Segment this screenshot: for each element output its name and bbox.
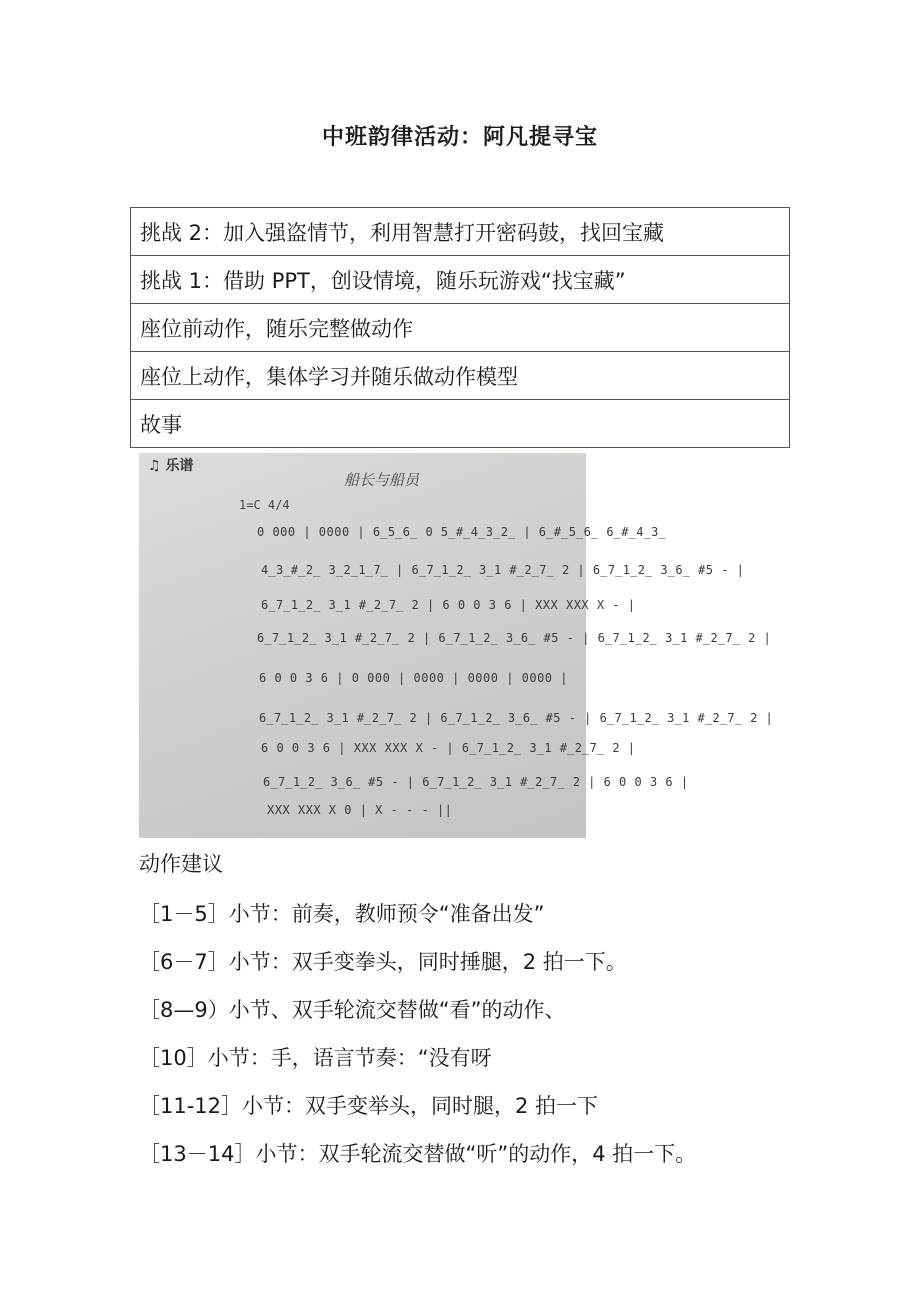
score-line: 6̲7̲1̲2̲ 3̲6̲ #5 - | 6̲7̲1̲2̲ 3̲1 #̲2̲7̲ 2 | 6 0 0 3 6 | [263,775,689,789]
action-item: ［11-12］小节：双手变举头，同时腿，2 拍一下 [139,1094,599,1118]
section-heading: 动作建议 [139,852,223,876]
score-line: 6̲7̲1̲2̲ 3̲1 #̲2̲7̲ 2 | 6̲7̲1̲2̲ 3̲6̲ #5 - | 6̲7̲1̲2̲ 3̲1 #̲2̲7̲ 2 | [257,631,772,645]
page-title: 中班韵律活动：阿凡提寻宝 [321,125,598,150]
score-line: 0 000 | 0000 | 6̲5̲6̲ 0 5̲#̲4̲3̲2̲ | 6̲#̲5̲6̲ 6̲#̲4̲3̲ [257,525,667,539]
action-item: ［13－14］小节：双手轮流交替做“听”的动作，4 拍一下。 [139,1142,697,1166]
sheet-music-photo [139,453,774,838]
step-cell: 故事 [131,400,790,448]
step-cell: 座位上动作，集体学习并随乐做动作模型 [131,352,790,400]
score-title: 船长与船员 [344,471,420,489]
score-line: 4̲3̲#̲2̲ 3̲2̲1̲7̲ | 6̲7̲1̲2̲ 3̲1 #̲2̲7̲ 2 | 6̲7̲1̲2̲ 3̲6̲ #5 - | [261,563,745,577]
action-item: ［1－5］小节：前奏，教师预令“准备出发” [139,902,545,926]
score-line: 6̲7̲1̲2̲ 3̲1 #̲2̲7̲ 2 | 6 0 0 3 6 | XXX XXX X - | [261,598,636,612]
score-line: 6 0 0 3 6 | 0 000 | 0000 | 0000 | 0000 | [259,671,568,685]
table-row [131,256,790,304]
table-row [131,352,790,400]
action-item: ［8—9）小节、双手轮流交替做“看”的动作、 [139,998,566,1022]
music-note-icon: ♫ [148,458,161,474]
table-row [131,304,790,352]
step-cell: 挑战 2：加入强盗情节，利用智慧打开密码鼓，找回宝藏 [131,208,790,256]
score-key-signature: 1=C 4/4 [239,498,290,512]
table-row [131,400,790,448]
action-item: ［10］小节：手，语言节奏：“没有呀 [139,1046,492,1070]
score-line: 6̲7̲1̲2̲ 3̲1 #̲2̲7̲ 2 | 6̲7̲1̲2̲ 3̲6̲ #5 - | 6̲7̲1̲2̲ 3̲1 #̲2̲7̲ 2 | [259,711,774,725]
step-cell: 挑战 1：借助 PPT，创设情境，随乐玩游戏“找宝藏” [131,256,790,304]
score-line: XXX XXX X 0 | X - - - || [267,803,453,817]
score-line: 6 0 0 3 6 | XXX XXX X - | 6̲7̲1̲2̲ 3̲1 #̲2̲7̲ 2 | [261,741,636,755]
score-logo-text: 乐谱 [165,458,194,474]
score-logo [148,455,193,475]
table-row [131,208,790,256]
step-cell: 座位前动作，随乐完整做动作 [131,304,790,352]
activity-steps-table [130,207,790,448]
action-item: ［6－7］小节：双手变拳头，同时捶腿，2 拍一下。 [139,950,627,974]
